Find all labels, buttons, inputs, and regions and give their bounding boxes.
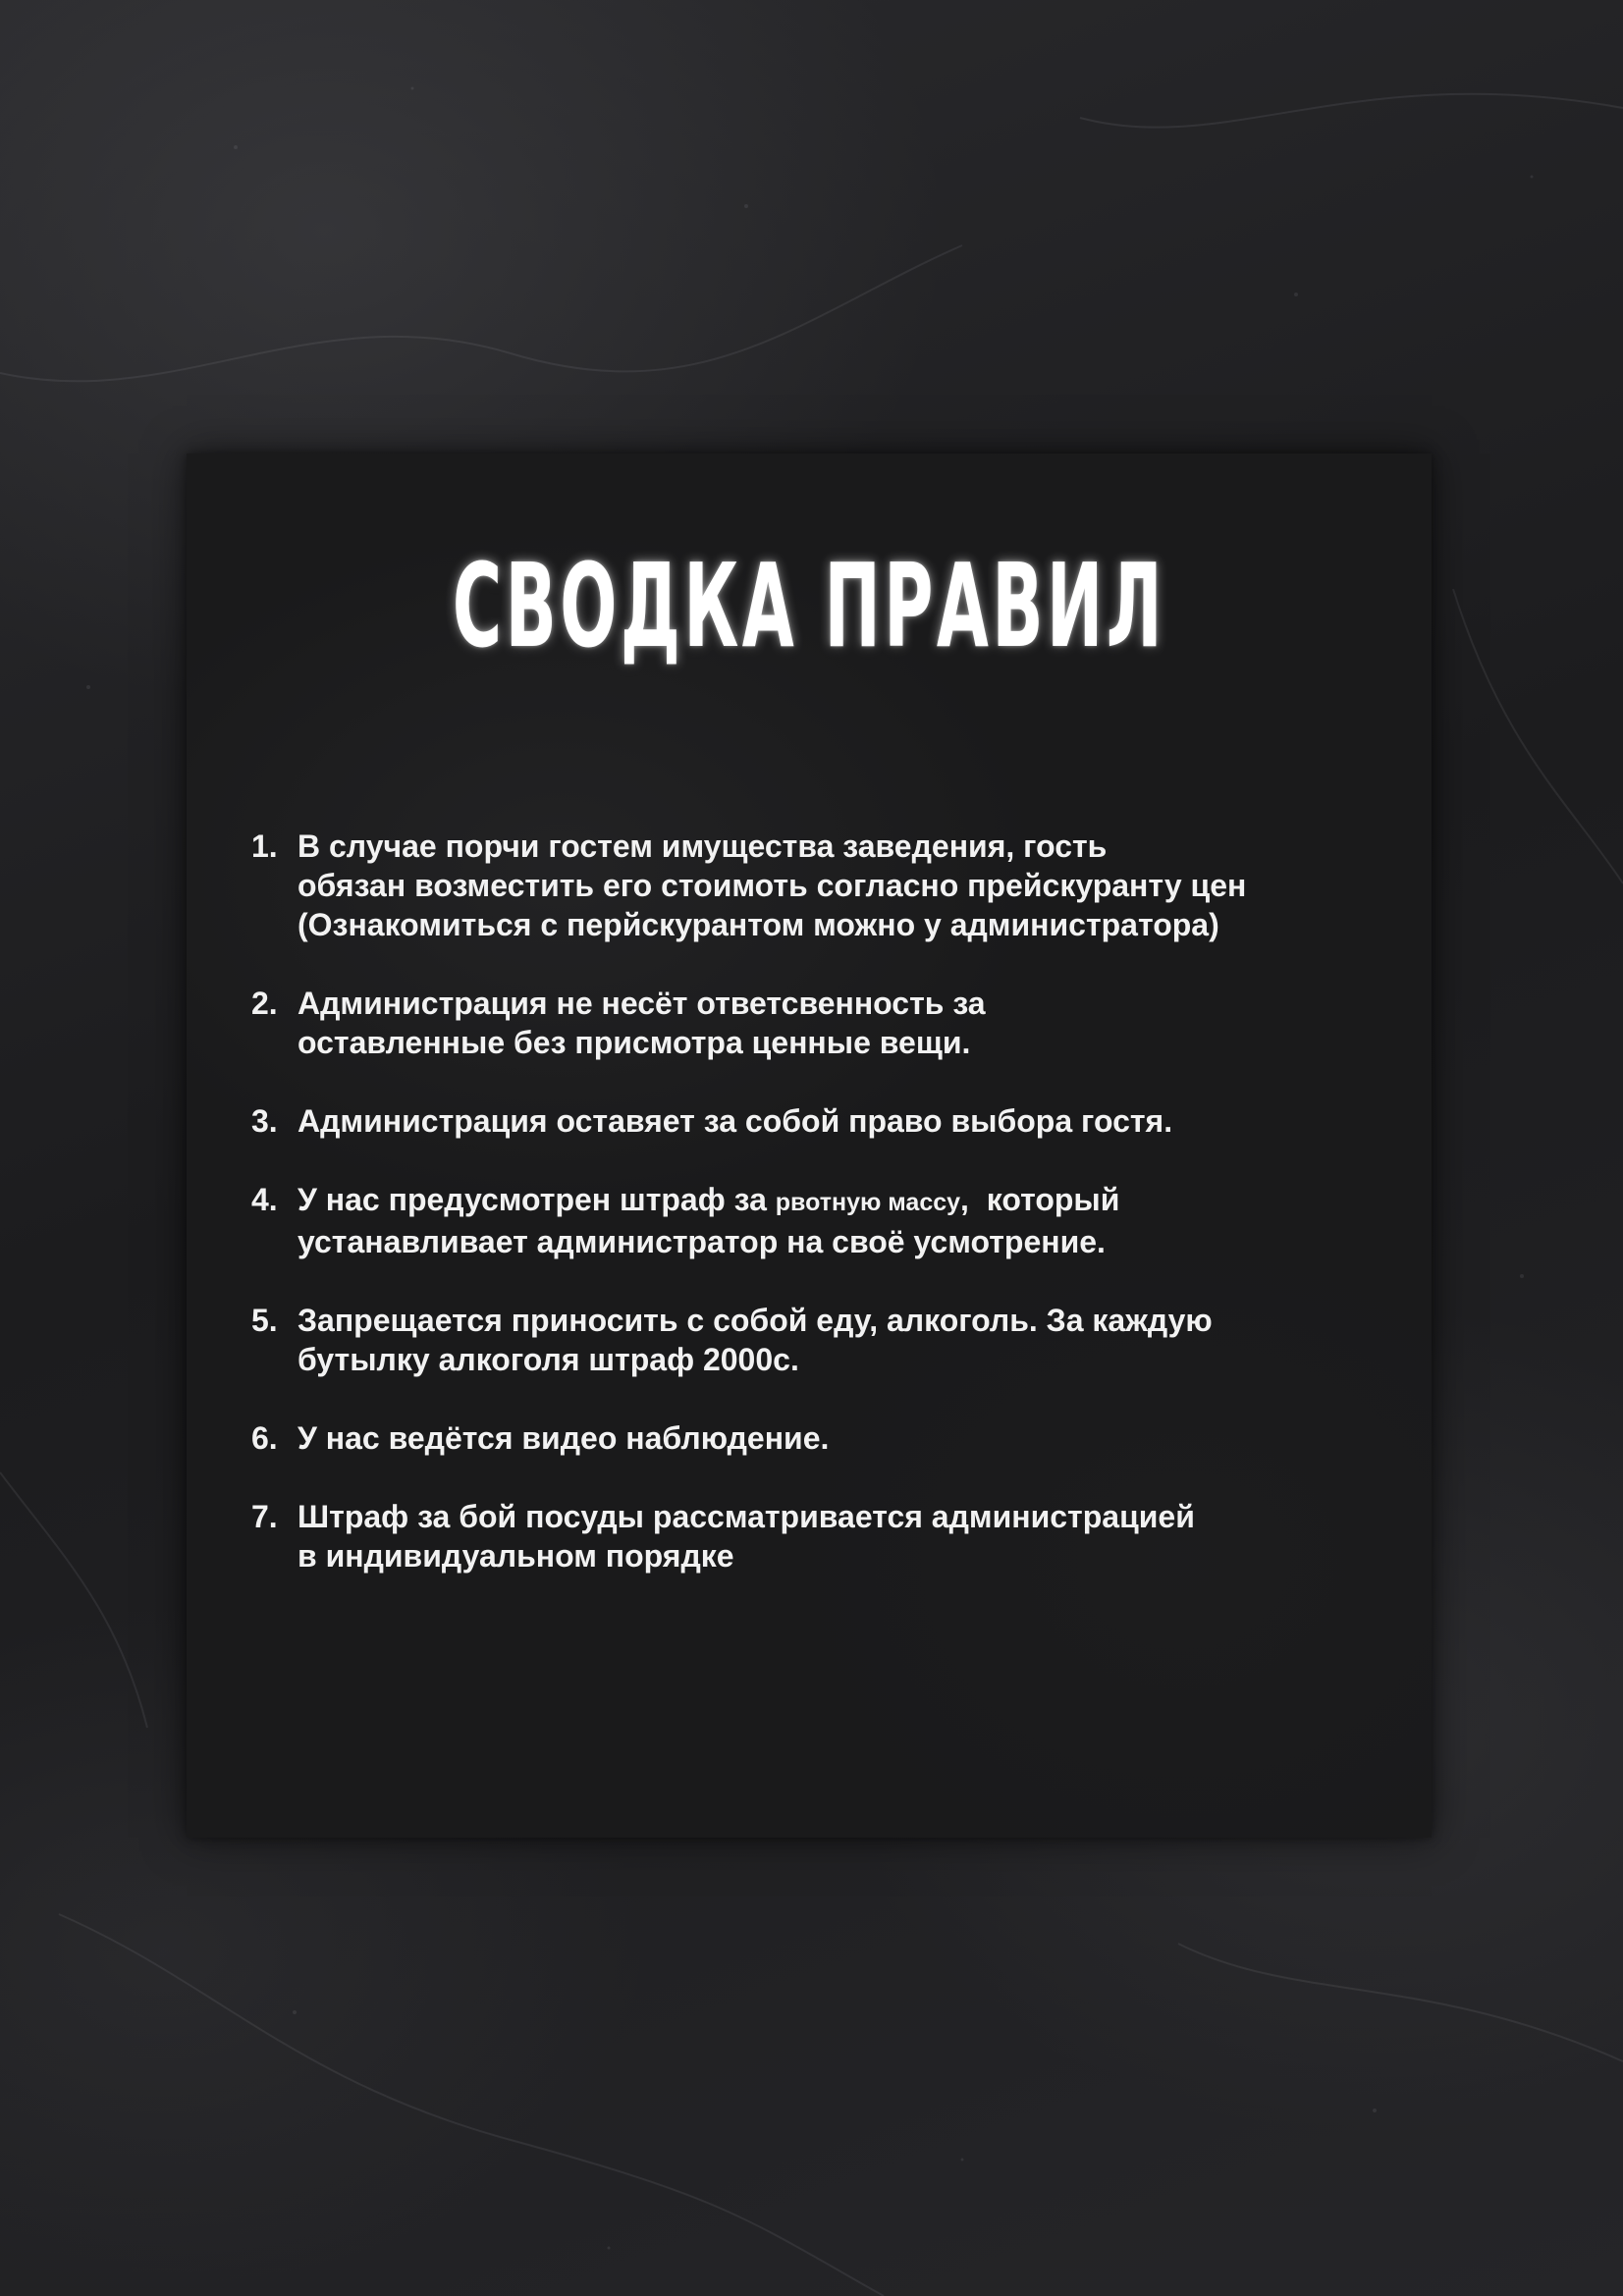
rule-text-segment: , который [960, 1182, 1120, 1217]
rule-text-line: устанавливает администратор на своё усмотрение. [298, 1224, 1106, 1259]
rule-item-1 [251, 827, 1390, 944]
rule-text-line [298, 1180, 1390, 1222]
rule-text-line: Администрация не несёт ответсвенность за [298, 986, 986, 1021]
rule-item-5 [251, 1301, 1390, 1379]
rule-item-6 [251, 1418, 1390, 1458]
rule-text-line: Штраф за бой посуды рассматривается администрацией [298, 1499, 1195, 1534]
rule-text-line: оставленные без присмотра ценные вещи. [298, 1025, 971, 1060]
rule-item-3 [251, 1101, 1390, 1141]
rule-text-line: У нас ведётся видео наблюдение. [298, 1420, 830, 1456]
rule-text-line: В случае порчи гостем имущества заведения, гость [298, 828, 1108, 864]
rule-number: 5. [251, 1303, 278, 1338]
rules-list [251, 827, 1390, 1615]
rule-number: 3. [251, 1103, 278, 1139]
rule-number: 2. [251, 986, 278, 1021]
rule-text-line: Запрещается приносить с собой еду, алкоголь. За каждую [298, 1303, 1213, 1338]
rules-panel [187, 454, 1432, 1838]
rule-number: 4. [251, 1182, 278, 1217]
rule-text-line: Администрация оставяет за собой право выбора гостя. [298, 1103, 1173, 1139]
rule-text-line: бутылку алкоголя штраф 2000с. [298, 1342, 799, 1377]
rule-item-4 [251, 1180, 1390, 1261]
rule-item-2 [251, 984, 1390, 1062]
rule-text-line: обязан возместить его стоимоть согласно прейскуранту цен [298, 868, 1247, 903]
page-title: СВОДКА ПРАВИЛ [452, 538, 1166, 673]
rule-text-small-segment: рвотную массу [775, 1189, 961, 1216]
rule-number: 7. [251, 1499, 278, 1534]
rule-text-line: (Ознакомиться с перйскурантом можно у администратора) [298, 907, 1219, 942]
rule-text-segment: У нас предусмотрен штраф за [298, 1182, 767, 1217]
rule-text-line: в индивидуальном порядке [298, 1538, 734, 1574]
rule-number: 1. [251, 828, 278, 864]
rule-number: 6. [251, 1420, 278, 1456]
rule-item-7 [251, 1497, 1390, 1575]
